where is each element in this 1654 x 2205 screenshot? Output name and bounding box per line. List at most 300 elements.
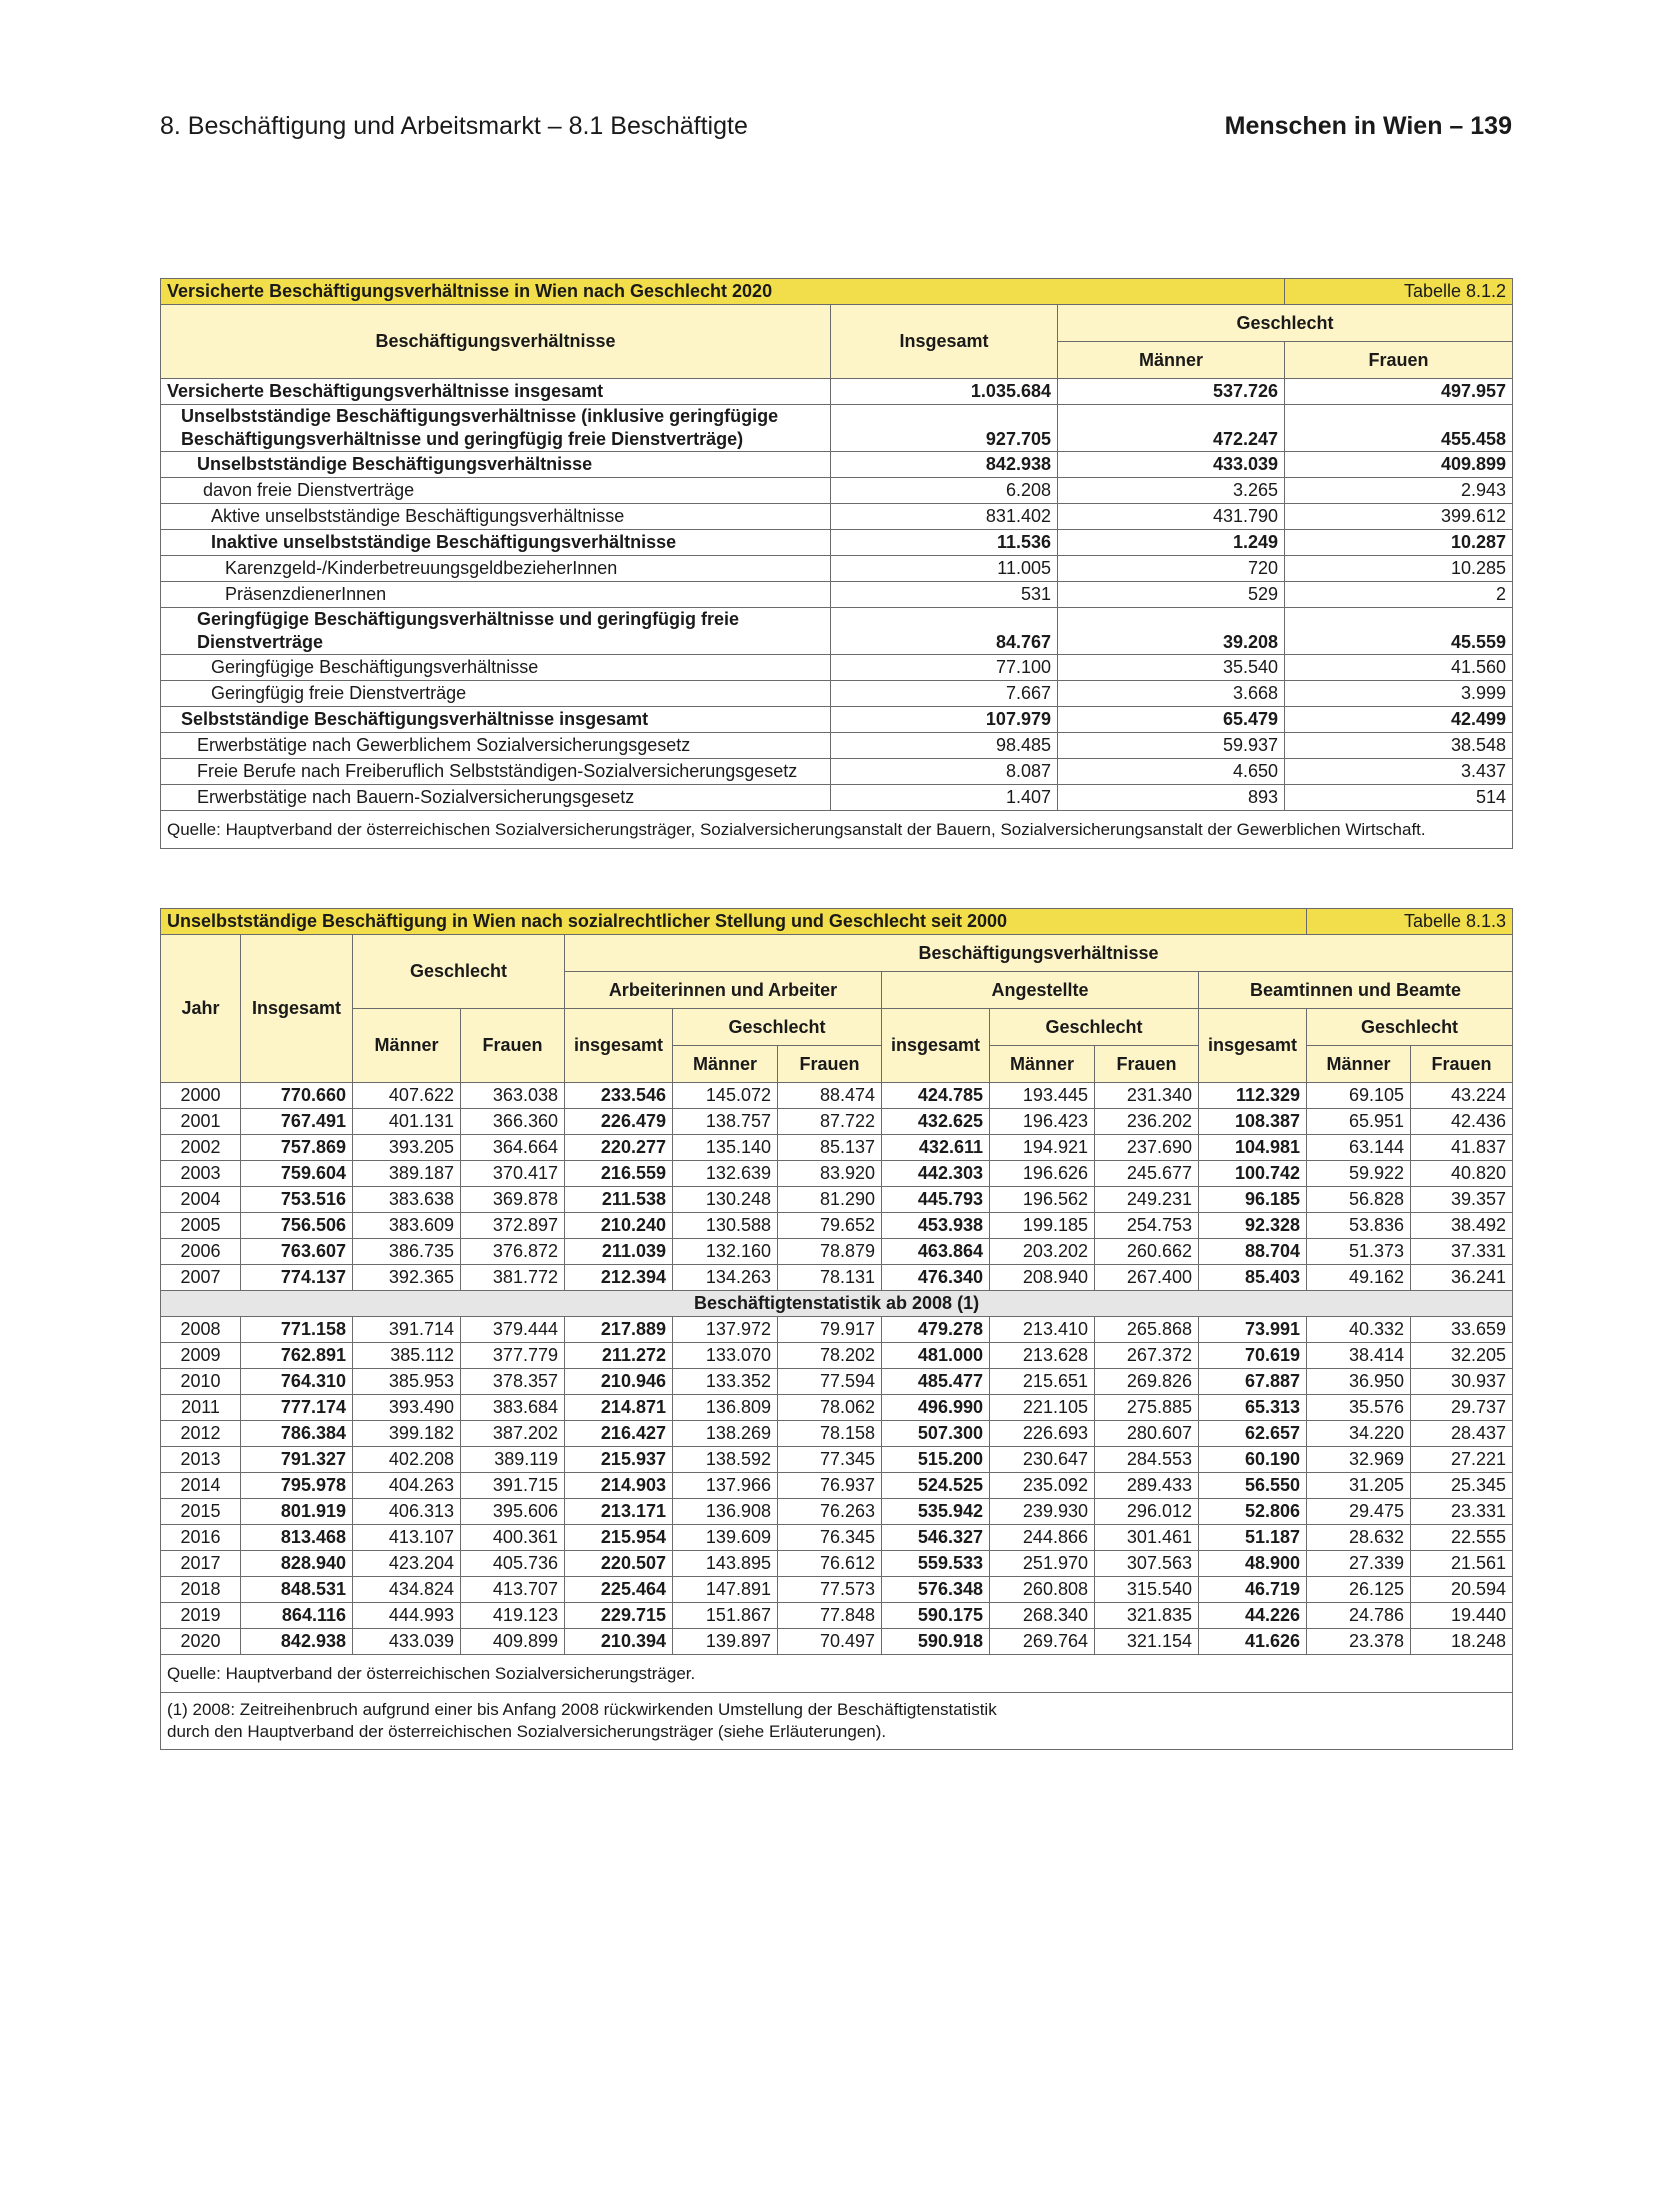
cell-men: 444.993	[353, 1603, 461, 1629]
cell-total: 759.604	[241, 1161, 353, 1187]
cell-workers-women: 77.594	[778, 1369, 882, 1395]
cell-employees-men: 203.202	[990, 1239, 1095, 1265]
cell-workers-total: 229.715	[565, 1603, 673, 1629]
row-label: Versicherte Beschäftigungsverhältnisse insgesamt	[161, 379, 831, 405]
table-title: Versicherte Beschäftigungsverhältnisse in Wien nach Geschlecht 2020	[161, 279, 1285, 305]
cell-year: 2019	[161, 1603, 241, 1629]
row-label: davon freie Dienstverträge	[161, 478, 831, 504]
cell-year: 2013	[161, 1447, 241, 1473]
cell-men: 404.263	[353, 1473, 461, 1499]
table-row	[161, 1473, 1513, 1499]
cell-officials-men: 24.786	[1307, 1603, 1411, 1629]
cell-employees-men: 196.626	[990, 1161, 1095, 1187]
cell-employees-total: 476.340	[882, 1265, 990, 1291]
cell-total: 531	[831, 582, 1058, 608]
cell-men: 386.735	[353, 1239, 461, 1265]
cell-women: 391.715	[461, 1473, 565, 1499]
cell-employees-women: 260.662	[1095, 1239, 1199, 1265]
cell-workers-men: 130.248	[673, 1187, 778, 1213]
table-row	[161, 759, 1513, 785]
table-row	[161, 1109, 1513, 1135]
cell-men: 720	[1058, 556, 1285, 582]
footnote-line: (1) 2008: Zeitreihenbruch aufgrund einer bis Anfang 2008 rückwirkenden Umstellung der Beschäftigtenstatistik	[167, 1700, 997, 1719]
cell-officials-women: 22.555	[1411, 1525, 1513, 1551]
table-row	[161, 1603, 1513, 1629]
cell-total: 791.327	[241, 1447, 353, 1473]
cell-employees-total: 463.864	[882, 1239, 990, 1265]
cell-men: 537.726	[1058, 379, 1285, 405]
row-label: PräsenzdienerInnen	[161, 582, 831, 608]
series-break-row	[161, 1291, 1513, 1317]
cell-employees-total: 453.938	[882, 1213, 990, 1239]
table-row	[161, 1499, 1513, 1525]
cell-workers-men: 147.891	[673, 1577, 778, 1603]
cell-officials-men: 59.922	[1307, 1161, 1411, 1187]
cell-year: 2011	[161, 1395, 241, 1421]
cell-employees-total: 576.348	[882, 1577, 990, 1603]
cell-total: 77.100	[831, 655, 1058, 681]
cell-total: 842.938	[831, 452, 1058, 478]
cell-total: 828.940	[241, 1551, 353, 1577]
cell-total: 771.158	[241, 1317, 353, 1343]
cell-year: 2005	[161, 1213, 241, 1239]
cell-officials-men: 53.836	[1307, 1213, 1411, 1239]
cell-officials-women: 32.205	[1411, 1343, 1513, 1369]
cell-women: 389.119	[461, 1447, 565, 1473]
table-row	[161, 379, 1513, 405]
cell-officials-women: 33.659	[1411, 1317, 1513, 1343]
cell-workers-men: 138.757	[673, 1109, 778, 1135]
row-label: Freie Berufe nach Freiberuflich Selbstständigen-Sozialversicherungsgesetz	[161, 759, 831, 785]
cell-year: 2012	[161, 1421, 241, 1447]
cell-officials-total: 70.619	[1199, 1343, 1307, 1369]
row-label: Unselbstständige Beschäftigungsverhältnisse (inklusive geringfügige Beschäftigungsverhältnisse und geringfügig freie Dienstverträge)	[161, 405, 831, 452]
cell-men: 3.265	[1058, 478, 1285, 504]
cell-employees-total: 445.793	[882, 1187, 990, 1213]
cell-workers-total: 216.427	[565, 1421, 673, 1447]
cell-employees-women: 296.012	[1095, 1499, 1199, 1525]
cell-workers-women: 78.131	[778, 1265, 882, 1291]
cell-year: 2016	[161, 1525, 241, 1551]
cell-workers-women: 85.137	[778, 1135, 882, 1161]
table-8-1-2	[160, 278, 1513, 849]
cell-men: 433.039	[353, 1629, 461, 1655]
cell-employees-women: 321.154	[1095, 1629, 1199, 1655]
cell-officials-total: 73.991	[1199, 1317, 1307, 1343]
cell-officials-men: 28.632	[1307, 1525, 1411, 1551]
cell-men: 434.824	[353, 1577, 461, 1603]
table-row	[161, 582, 1513, 608]
cell-officials-total: 62.657	[1199, 1421, 1307, 1447]
table-row	[161, 1161, 1513, 1187]
cell-women: 45.559	[1285, 608, 1513, 655]
cell-employees-men: 213.628	[990, 1343, 1095, 1369]
cell-total: 801.919	[241, 1499, 353, 1525]
row-label: Karenzgeld-/KinderbetreuungsgeldbezieherInnen	[161, 556, 831, 582]
cell-employees-total: 442.303	[882, 1161, 990, 1187]
cell-year: 2007	[161, 1265, 241, 1291]
cell-officials-total: 85.403	[1199, 1265, 1307, 1291]
cell-men: 35.540	[1058, 655, 1285, 681]
cell-total: 753.516	[241, 1187, 353, 1213]
cell-men: 4.650	[1058, 759, 1285, 785]
cell-women: 455.458	[1285, 405, 1513, 452]
cell-employees-total: 479.278	[882, 1317, 990, 1343]
cell-officials-total: 108.387	[1199, 1109, 1307, 1135]
cell-men: 392.365	[353, 1265, 461, 1291]
cell-total: 763.607	[241, 1239, 353, 1265]
table-source: Quelle: Hauptverband der österreichischen Sozialversicherungsträger, Sozialversicherungsanstalt der Bauern, Sozialversicherungsanstalt der Gewerblichen Wirtschaft.	[161, 811, 1513, 849]
cell-workers-total: 220.507	[565, 1551, 673, 1577]
cell-total: 11.005	[831, 556, 1058, 582]
table-row	[161, 1369, 1513, 1395]
cell-workers-men: 151.867	[673, 1603, 778, 1629]
cell-year: 2004	[161, 1187, 241, 1213]
row-label: Geringfügig freie Dienstverträge	[161, 681, 831, 707]
cell-men: 65.479	[1058, 707, 1285, 733]
cell-workers-total: 215.937	[565, 1447, 673, 1473]
cell-workers-men: 136.908	[673, 1499, 778, 1525]
cell-men: 393.490	[353, 1395, 461, 1421]
cell-officials-men: 40.332	[1307, 1317, 1411, 1343]
table-title-row	[161, 909, 1513, 935]
cell-officials-total: 100.742	[1199, 1161, 1307, 1187]
cell-women: 409.899	[461, 1629, 565, 1655]
series-break-label: Beschäftigtenstatistik ab 2008 (1)	[161, 1291, 1513, 1317]
cell-employees-women: 301.461	[1095, 1525, 1199, 1551]
cell-employees-women: 267.372	[1095, 1343, 1199, 1369]
cell-women: 413.707	[461, 1577, 565, 1603]
table-row	[161, 1213, 1513, 1239]
cell-officials-total: 88.704	[1199, 1239, 1307, 1265]
cell-employees-total: 485.477	[882, 1369, 990, 1395]
col-header-workers-total: insgesamt	[565, 1009, 673, 1083]
col-header-employees: Angestellte	[882, 972, 1199, 1009]
cell-officials-men: 35.576	[1307, 1395, 1411, 1421]
cell-women: 41.560	[1285, 655, 1513, 681]
cell-officials-total: 52.806	[1199, 1499, 1307, 1525]
cell-workers-women: 76.345	[778, 1525, 882, 1551]
cell-women: 369.878	[461, 1187, 565, 1213]
cell-workers-total: 215.954	[565, 1525, 673, 1551]
cell-men: 59.937	[1058, 733, 1285, 759]
cell-officials-men: 38.414	[1307, 1343, 1411, 1369]
cell-workers-total: 210.394	[565, 1629, 673, 1655]
cell-women: 372.897	[461, 1213, 565, 1239]
cell-women: 378.357	[461, 1369, 565, 1395]
cell-officials-total: 46.719	[1199, 1577, 1307, 1603]
cell-workers-women: 76.937	[778, 1473, 882, 1499]
cell-officials-total: 65.313	[1199, 1395, 1307, 1421]
cell-workers-total: 210.240	[565, 1213, 673, 1239]
cell-employees-total: 507.300	[882, 1421, 990, 1447]
cell-men: 431.790	[1058, 504, 1285, 530]
col-header-officials-women: Frauen	[1411, 1046, 1513, 1083]
cell-workers-total: 211.039	[565, 1239, 673, 1265]
table-row	[161, 1239, 1513, 1265]
cell-women: 42.499	[1285, 707, 1513, 733]
cell-total: 107.979	[831, 707, 1058, 733]
cell-employees-women: 237.690	[1095, 1135, 1199, 1161]
cell-workers-women: 79.652	[778, 1213, 882, 1239]
col-header-category: Beschäftigungsverhältnisse	[161, 305, 831, 379]
cell-workers-men: 145.072	[673, 1083, 778, 1109]
cell-officials-men: 26.125	[1307, 1577, 1411, 1603]
cell-officials-total: 41.626	[1199, 1629, 1307, 1655]
cell-employees-total: 432.611	[882, 1135, 990, 1161]
cell-men: 385.953	[353, 1369, 461, 1395]
cell-officials-total: 96.185	[1199, 1187, 1307, 1213]
cell-employees-total: 481.000	[882, 1343, 990, 1369]
col-header-employees-gender: Geschlecht	[990, 1009, 1199, 1046]
cell-workers-men: 135.140	[673, 1135, 778, 1161]
cell-employees-men: 213.410	[990, 1317, 1095, 1343]
table-8-1-3	[160, 908, 1513, 1750]
cell-officials-total: 67.887	[1199, 1369, 1307, 1395]
cell-year: 2018	[161, 1577, 241, 1603]
table-row	[161, 504, 1513, 530]
col-header-employees-women: Frauen	[1095, 1046, 1199, 1083]
cell-employees-men: 244.866	[990, 1525, 1095, 1551]
cell-total: 11.536	[831, 530, 1058, 556]
table-source-row	[161, 1655, 1513, 1693]
cell-women: 2	[1285, 582, 1513, 608]
col-header-employees-total: insgesamt	[882, 1009, 990, 1083]
cell-total: 767.491	[241, 1109, 353, 1135]
cell-workers-total: 214.903	[565, 1473, 673, 1499]
row-label: Erwerbstätige nach Bauern-Sozialversicherungsgesetz	[161, 785, 831, 811]
table-row	[161, 452, 1513, 478]
cell-employees-total: 559.533	[882, 1551, 990, 1577]
cell-workers-women: 76.263	[778, 1499, 882, 1525]
table-row	[161, 478, 1513, 504]
col-header-year: Jahr	[161, 935, 241, 1083]
cell-total: 756.506	[241, 1213, 353, 1239]
cell-total: 757.869	[241, 1135, 353, 1161]
cell-employees-total: 590.918	[882, 1629, 990, 1655]
cell-officials-men: 32.969	[1307, 1447, 1411, 1473]
cell-employees-women: 267.400	[1095, 1265, 1199, 1291]
cell-workers-women: 87.722	[778, 1109, 882, 1135]
table-number: Tabelle 8.1.3	[1307, 909, 1513, 935]
col-header-workers-men: Männer	[673, 1046, 778, 1083]
cell-workers-total: 211.538	[565, 1187, 673, 1213]
cell-officials-total: 92.328	[1199, 1213, 1307, 1239]
cell-employees-women: 315.540	[1095, 1577, 1199, 1603]
cell-employees-total: 496.990	[882, 1395, 990, 1421]
col-header-total: Insgesamt	[831, 305, 1058, 379]
cell-women: 409.899	[1285, 452, 1513, 478]
cell-officials-men: 56.828	[1307, 1187, 1411, 1213]
cell-employees-men: 239.930	[990, 1499, 1095, 1525]
cell-year: 2014	[161, 1473, 241, 1499]
cell-total: 786.384	[241, 1421, 353, 1447]
cell-employees-men: 193.445	[990, 1083, 1095, 1109]
table-row	[161, 707, 1513, 733]
cell-employees-men: 230.647	[990, 1447, 1095, 1473]
cell-employees-total: 515.200	[882, 1447, 990, 1473]
cell-officials-men: 31.205	[1307, 1473, 1411, 1499]
cell-total: 98.485	[831, 733, 1058, 759]
cell-women: 38.548	[1285, 733, 1513, 759]
cell-total: 864.116	[241, 1603, 353, 1629]
cell-employees-total: 590.175	[882, 1603, 990, 1629]
cell-women: 376.872	[461, 1239, 565, 1265]
cell-total: 764.310	[241, 1369, 353, 1395]
table-row	[161, 1317, 1513, 1343]
col-header-gender: Geschlecht	[1058, 305, 1513, 342]
row-label: Erwerbstätige nach Gewerblichem Sozialversicherungsgesetz	[161, 733, 831, 759]
cell-employees-total: 546.327	[882, 1525, 990, 1551]
cell-officials-women: 29.737	[1411, 1395, 1513, 1421]
cell-total: 927.705	[831, 405, 1058, 452]
cell-officials-men: 51.373	[1307, 1239, 1411, 1265]
cell-women: 377.779	[461, 1343, 565, 1369]
cell-women: 363.038	[461, 1083, 565, 1109]
cell-employees-total: 524.525	[882, 1473, 990, 1499]
cell-officials-total: 56.550	[1199, 1473, 1307, 1499]
table-row	[161, 1265, 1513, 1291]
cell-women: 379.444	[461, 1317, 565, 1343]
cell-employees-total: 535.942	[882, 1499, 990, 1525]
col-header-men: Männer	[1058, 342, 1285, 379]
cell-workers-women: 88.474	[778, 1083, 882, 1109]
cell-officials-total: 51.187	[1199, 1525, 1307, 1551]
cell-employees-men: 269.764	[990, 1629, 1095, 1655]
table-row	[161, 1135, 1513, 1161]
cell-workers-women: 78.158	[778, 1421, 882, 1447]
cell-women: 381.772	[461, 1265, 565, 1291]
col-header-officials-gender: Geschlecht	[1307, 1009, 1513, 1046]
cell-men: 383.638	[353, 1187, 461, 1213]
cell-employees-men: 196.423	[990, 1109, 1095, 1135]
table-source-row	[161, 811, 1513, 849]
cell-total: 795.978	[241, 1473, 353, 1499]
cell-workers-women: 77.345	[778, 1447, 882, 1473]
row-label: Geringfügige Beschäftigungsverhältnisse	[161, 655, 831, 681]
cell-workers-total: 212.394	[565, 1265, 673, 1291]
cell-officials-women: 42.436	[1411, 1109, 1513, 1135]
cell-officials-women: 38.492	[1411, 1213, 1513, 1239]
row-label: Selbstständige Beschäftigungsverhältnisse insgesamt	[161, 707, 831, 733]
cell-men: 893	[1058, 785, 1285, 811]
cell-year: 2020	[161, 1629, 241, 1655]
table-title-row	[161, 279, 1513, 305]
col-header-workers-women: Frauen	[778, 1046, 882, 1083]
cell-officials-total: 112.329	[1199, 1083, 1307, 1109]
cell-workers-men: 130.588	[673, 1213, 778, 1239]
cell-year: 2009	[161, 1343, 241, 1369]
cell-workers-men: 138.269	[673, 1421, 778, 1447]
cell-employees-men: 226.693	[990, 1421, 1095, 1447]
cell-employees-men: 235.092	[990, 1473, 1095, 1499]
cell-workers-men: 132.160	[673, 1239, 778, 1265]
cell-women: 2.943	[1285, 478, 1513, 504]
cell-employees-men: 260.808	[990, 1577, 1095, 1603]
cell-women: 3.999	[1285, 681, 1513, 707]
cell-total: 848.531	[241, 1577, 353, 1603]
table-row	[161, 1343, 1513, 1369]
cell-men: 389.187	[353, 1161, 461, 1187]
cell-women: 405.736	[461, 1551, 565, 1577]
cell-officials-women: 28.437	[1411, 1421, 1513, 1447]
cell-year: 2000	[161, 1083, 241, 1109]
cell-workers-women: 78.062	[778, 1395, 882, 1421]
cell-men: 423.204	[353, 1551, 461, 1577]
cell-total: 831.402	[831, 504, 1058, 530]
cell-workers-men: 134.263	[673, 1265, 778, 1291]
page-header-title: Menschen in Wien – 139	[1224, 112, 1512, 140]
cell-total: 842.938	[241, 1629, 353, 1655]
cell-officials-women: 43.224	[1411, 1083, 1513, 1109]
cell-officials-women: 36.241	[1411, 1265, 1513, 1291]
cell-employees-men: 208.940	[990, 1265, 1095, 1291]
cell-total: 774.137	[241, 1265, 353, 1291]
table-footnote	[161, 1693, 1513, 1750]
cell-officials-women: 23.331	[1411, 1499, 1513, 1525]
table-row	[161, 1421, 1513, 1447]
cell-workers-men: 143.895	[673, 1551, 778, 1577]
table-row	[161, 1577, 1513, 1603]
cell-workers-men: 137.966	[673, 1473, 778, 1499]
col-header-employment: Beschäftigungsverhältnisse	[565, 935, 1513, 972]
table-row	[161, 681, 1513, 707]
cell-year: 2017	[161, 1551, 241, 1577]
cell-officials-men: 65.951	[1307, 1109, 1411, 1135]
table-row	[161, 1525, 1513, 1551]
cell-men: 3.668	[1058, 681, 1285, 707]
col-header-employees-men: Männer	[990, 1046, 1095, 1083]
cell-women: 387.202	[461, 1421, 565, 1447]
table-number: Tabelle 8.1.2	[1285, 279, 1513, 305]
cell-workers-total: 233.546	[565, 1083, 673, 1109]
cell-men: 406.313	[353, 1499, 461, 1525]
cell-employees-women: 265.868	[1095, 1317, 1199, 1343]
col-header-women: Frauen	[1285, 342, 1513, 379]
cell-women: 370.417	[461, 1161, 565, 1187]
cell-officials-men: 36.950	[1307, 1369, 1411, 1395]
table-row	[161, 1447, 1513, 1473]
cell-workers-total: 211.272	[565, 1343, 673, 1369]
cell-employees-women: 249.231	[1095, 1187, 1199, 1213]
cell-year: 2008	[161, 1317, 241, 1343]
cell-officials-women: 27.221	[1411, 1447, 1513, 1473]
cell-workers-women: 78.202	[778, 1343, 882, 1369]
table-row	[161, 785, 1513, 811]
table-row	[161, 530, 1513, 556]
cell-men: 1.249	[1058, 530, 1285, 556]
cell-officials-total: 60.190	[1199, 1447, 1307, 1473]
cell-workers-total: 214.871	[565, 1395, 673, 1421]
cell-employees-women: 275.885	[1095, 1395, 1199, 1421]
cell-employees-total: 432.625	[882, 1109, 990, 1135]
cell-women: 366.360	[461, 1109, 565, 1135]
table-title: Unselbstständige Beschäftigung in Wien nach sozialrechtlicher Stellung und Geschlecht seit 2000	[161, 909, 1307, 935]
cell-employees-women: 269.826	[1095, 1369, 1199, 1395]
cell-year: 2003	[161, 1161, 241, 1187]
cell-employees-women: 289.433	[1095, 1473, 1199, 1499]
cell-officials-men: 23.378	[1307, 1629, 1411, 1655]
table-row	[161, 733, 1513, 759]
cell-officials-men: 63.144	[1307, 1135, 1411, 1161]
cell-women: 395.606	[461, 1499, 565, 1525]
cell-workers-total: 226.479	[565, 1109, 673, 1135]
cell-employees-women: 236.202	[1095, 1109, 1199, 1135]
cell-men: 39.208	[1058, 608, 1285, 655]
cell-workers-total: 217.889	[565, 1317, 673, 1343]
cell-women: 514	[1285, 785, 1513, 811]
col-header-officials-total: insgesamt	[1199, 1009, 1307, 1083]
